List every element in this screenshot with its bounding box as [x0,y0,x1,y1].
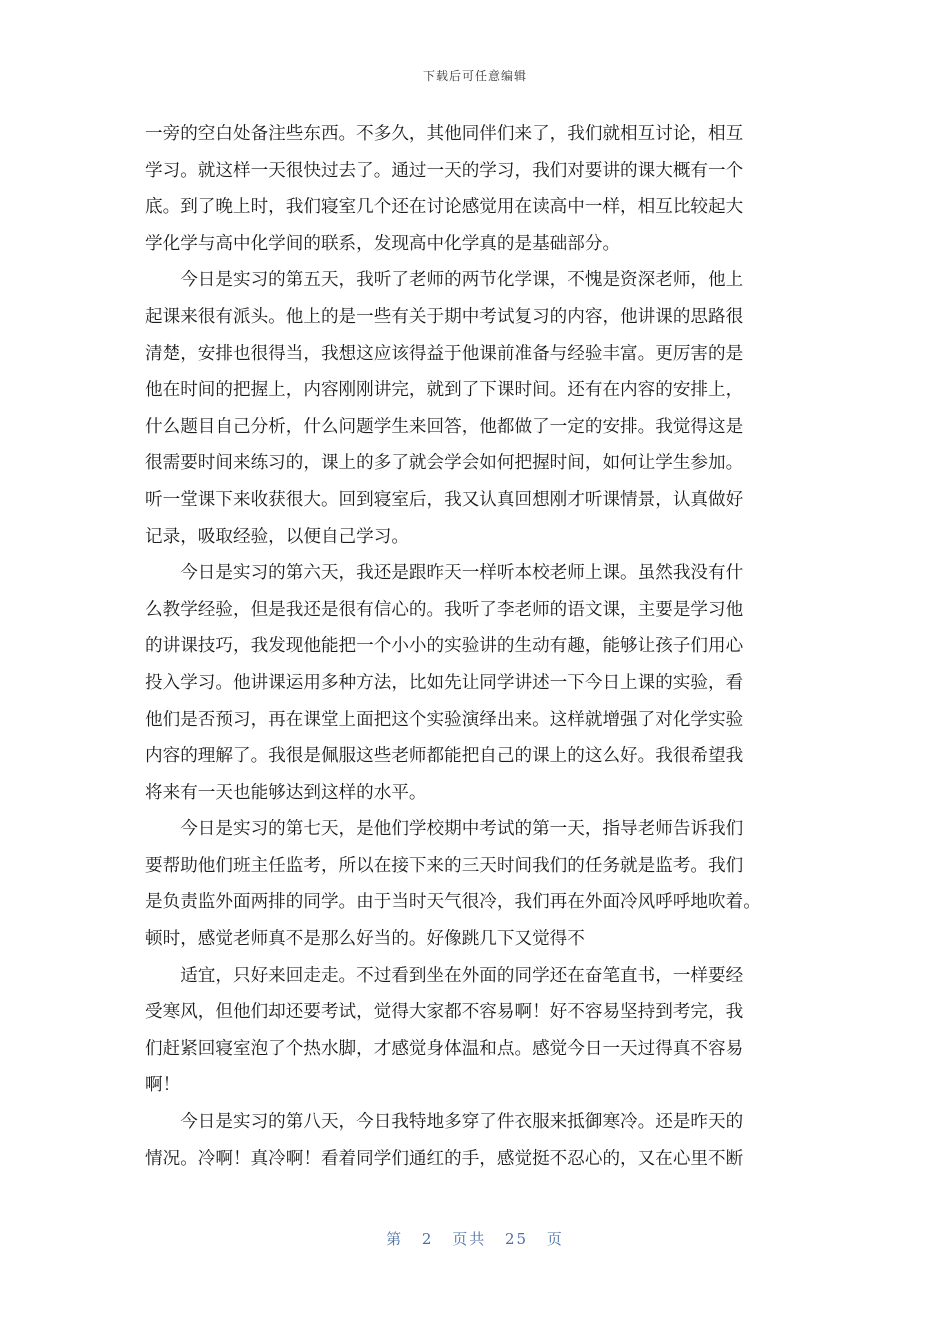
current-page-number: 2 [421,1230,434,1248]
text-line: 将来有一天也能够达到这样的水平。 [145,782,427,803]
text-line: 起课来很有派头。他上的是一些有关于期中考试复习的内容，他讲课的思路很 [145,306,744,327]
text-line: 清楚，安排也很得当，我想这应该得益于他课前准备与经验丰富。更厉害的是 [145,343,744,364]
text-line: 他们是否预习，再在课堂上面把这个实验演绎出来。这样就增强了对化学实验 [145,709,744,730]
text-line: 情况。冷啊！真冷啊！看着同学们通红的手，感觉挺不忍心的，又在心里不断 [145,1148,744,1169]
footer-middle: 页共 [452,1230,487,1248]
text-line: 么教学经验，但是我还是很有信心的。我听了李老师的语文课，主要是学习他 [145,599,744,620]
text-line: 一旁的空白处备注些东西。不多久，其他同伴们来了，我们就相互讨论，相互 [145,124,744,144]
text-line: 内容的理解了。我很是佩服这些老师都能把自己的课上的这么好。我很希望我 [145,746,744,767]
text-line: 要帮助他们班主任监考，所以在接下来的三天时间我们的任务就是监考。我们 [145,855,744,876]
text-line: 他在时间的把握上，内容刚刚讲完，就到了下课时间。还有在内容的安排上， [145,380,744,401]
text-line: 们赶紧回寝室泡了个热水脚，才感觉身体温和点。感觉今日一天过得真不容易 [145,1038,744,1059]
text-line: 什么题目自己分析，什么问题学生来回答，他都做了一定的安排。我觉得这是 [145,416,744,437]
text-line: 听一堂课下来收获很大。回到寝室后，我又认真回想刚才听课情景，认真做好 [145,489,744,510]
page-footer [0,1228,950,1249]
text-line: 今日是实习的第八天，今日我特地多穿了件衣服来抵御寒冷。还是昨天的 [145,1112,744,1133]
text-line: 啊！ [145,1075,181,1096]
text-line: 学习。就这样一天很快过去了。通过一天的学习，我们对要讲的课大概有一个 [145,160,744,181]
text-line: 投入学习。他讲课运用多种方法，比如先让同学讲述一下今日上课的实验，看 [145,672,744,693]
text-line: 适宜，只好来回走走。不过看到坐在外面的同学还在奋笔直书，一样要经 [145,965,744,986]
text-line: 是负责监外面两排的同学。由于当时天气很冷，我们再在外面冷风呼呼地吹着。 [145,892,761,913]
text-line: 的讲课技巧，我发现他能把一个小小的实验讲的生动有趣，能够让孩子们用心 [145,636,744,657]
text-line: 很需要时间来练习的，课上的多了就会学会如何把握时间，如何让学生参加。 [145,453,744,474]
footer-suffix: 页 [546,1230,564,1248]
text-line: 今日是实习的第七天，是他们学校期中考试的第一天，指导老师告诉我们 [145,819,744,840]
text-line: 今日是实习的第六天，我还是跟昨天一样听本校老师上课。虽然我没有什 [145,563,744,584]
page-header: 下载后可任意编辑 [422,69,527,83]
text-line: 学化学与高中化学间的联系，发现高中化学真的是基础部分。 [145,233,621,254]
footer-prefix: 第 [386,1230,404,1248]
total-page-count: 25 [505,1230,529,1248]
text-line: 今日是实习的第五天，我听了老师的两节化学课，不愧是资深老师，他上 [145,270,744,291]
text-line: 受寒风，但他们却还要考试，觉得大家都不容易啊！好不容易坚持到考完，我 [145,1002,744,1023]
text-line: 记录，吸取经验，以便自己学习。 [145,526,409,547]
text-line: 顿时，感觉老师真不是那么好当的。好像跳几下又觉得不 [145,929,585,950]
text-line: 底。到了晚上时，我们寝室几个还在讨论感觉用在读高中一样，相互比较起大 [145,197,744,218]
document-body [145,116,801,1177]
